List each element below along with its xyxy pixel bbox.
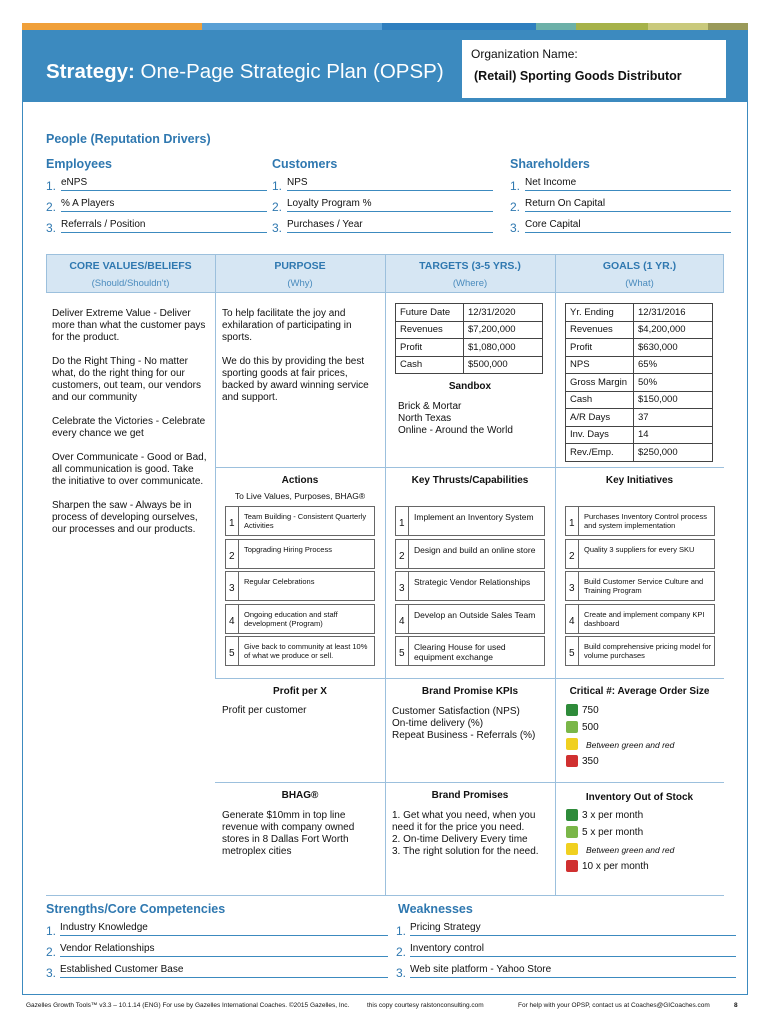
table-label-cell: Profit — [566, 339, 634, 357]
box-text: Create and implement company KPI dashboard — [584, 609, 705, 628]
box-text: Implement an Inventory System — [414, 512, 534, 522]
thrusts-title: Key Thrusts/Capabilities — [411, 475, 529, 486]
table-row — [566, 426, 713, 444]
actions-sub: To Live Values, Purposes, BHAG® — [234, 491, 366, 501]
weaknesses-item-field[interactable]: Pricing Strategy — [410, 922, 736, 936]
item-number: 3. — [46, 966, 57, 980]
box-number: 2 — [399, 550, 405, 562]
weaknesses-item-field[interactable]: Inventory control — [410, 943, 736, 957]
color-bar-segment — [648, 23, 708, 30]
kpi-line: Customer Satisfaction (NPS) — [392, 706, 520, 717]
status-light-icon — [566, 738, 578, 750]
critical-level-label: 500 — [582, 722, 599, 733]
divider — [46, 895, 724, 896]
item-number: 1. — [46, 179, 57, 193]
people-item-field[interactable]: Return On Capital — [525, 198, 731, 212]
table-label-cell: Inv. Days — [566, 426, 634, 444]
action-box[interactable] — [225, 539, 375, 569]
item-number: 2. — [46, 200, 57, 214]
box-number: 5 — [229, 648, 235, 659]
table-value-cell[interactable]: 50% — [634, 374, 713, 392]
table-label-cell: Gross Margin — [566, 374, 634, 392]
table-row — [566, 356, 713, 374]
core-value-item: Deliver Extreme Value - Deliver more than what the customer pays for the product. — [52, 308, 206, 343]
core-value-item: Celebrate the Victories - Celebrate every chance we get — [52, 416, 206, 439]
box-number: 4 — [229, 615, 235, 627]
table-row — [566, 321, 713, 339]
table-label-cell: Rev./Emp. — [566, 444, 634, 462]
box-text: Clearing House for used equipment exchange — [414, 642, 506, 662]
box-number: 4 — [569, 615, 575, 627]
brand-kpis-title: Brand Promise KPIs — [421, 686, 519, 697]
critical-level-label: 5 x per month — [582, 827, 644, 838]
item-number: 1. — [46, 924, 57, 938]
weaknesses-item-field[interactable]: Web site platform - Yahoo Store — [410, 964, 736, 978]
item-number: 1. — [510, 179, 521, 193]
strengths-item-field[interactable]: Vendor Relationships — [60, 943, 388, 957]
box-text: Build Customer Service Culture and Training Program — [584, 577, 704, 595]
initiatives-title: Key Initiatives — [605, 475, 674, 486]
people-column-heading: Shareholders — [510, 157, 590, 171]
table-label-cell: A/R Days — [566, 409, 634, 427]
table-row — [396, 321, 543, 339]
people-section-title: People (Reputation Drivers) — [46, 132, 211, 146]
targets-table — [395, 303, 543, 374]
profit-title: Profit per X — [273, 686, 327, 697]
brand-promises-lines — [392, 810, 552, 858]
people-item-field[interactable]: eNPS — [61, 177, 267, 191]
table-value-cell[interactable]: 12/31/2020 — [464, 304, 543, 322]
table-label-cell: Revenues — [566, 321, 634, 339]
status-light-icon — [566, 755, 578, 767]
box-number: 2 — [229, 550, 235, 562]
color-bar-segment — [708, 23, 748, 30]
status-light-icon — [566, 843, 578, 855]
table-value-cell[interactable]: 12/31/2016 — [634, 304, 713, 322]
actions-title: Actions — [281, 475, 319, 486]
promise-line: 1. Get what you need, when you need it for the price you need. — [392, 810, 536, 833]
strengths-item-field[interactable]: Industry Knowledge — [60, 922, 388, 936]
table-value-cell[interactable]: $4,200,000 — [634, 321, 713, 339]
box-text: Regular Celebrations — [244, 577, 315, 586]
purpose-sub: (Why) — [287, 278, 313, 289]
table-label-cell: Cash — [566, 391, 634, 409]
box-number: 1 — [569, 518, 575, 529]
purpose-text — [222, 308, 378, 404]
color-bar-segment — [536, 23, 576, 30]
core-value-item: Sharpen the saw - Always be in process of developing ourselves, our processes and our products. — [52, 500, 198, 535]
profit-text: Profit per customer — [222, 705, 307, 716]
box-number: 1 — [399, 518, 405, 529]
table-label-cell: Profit — [396, 339, 464, 357]
table-value-cell[interactable]: $250,000 — [634, 444, 713, 462]
footer-mid: this copy courtesy ralstonconsulting.com — [367, 1002, 484, 1009]
critical-level-label: 750 — [582, 705, 599, 716]
item-number: 3. — [510, 221, 521, 235]
item-number: 2. — [46, 945, 57, 959]
divider — [215, 782, 724, 783]
organization-label: Organization Name: — [471, 47, 578, 61]
table-row — [566, 374, 713, 392]
table-row — [566, 444, 713, 462]
item-number: 2. — [396, 945, 407, 959]
table-label-cell: NPS — [566, 356, 634, 374]
box-number: 1 — [229, 518, 235, 529]
bhag-text: Generate $10mm in top line revenue with company owned stores in 8 Dallas Fort Worth metroplex cities — [222, 810, 355, 857]
status-light-icon — [566, 826, 578, 838]
table-value-cell[interactable]: $1,080,000 — [464, 339, 543, 357]
core-values-heading: CORE VALUES/BELIEFS — [69, 260, 192, 272]
item-number: 2. — [510, 200, 521, 214]
strengths-item-field[interactable]: Established Customer Base — [60, 964, 388, 978]
color-bar-segment — [22, 23, 202, 30]
promise-line: 3. The right solution for the need. — [392, 846, 539, 857]
footer-left: Gazelles Growth Tools™ v3.3 – 10.1.14 (ENG) For use by Gazelles International Coaches. ©2015 Gazelles, Inc. — [26, 1002, 350, 1009]
weaknesses-title: Weaknesses — [398, 902, 473, 916]
table-label-cell: Future Date — [396, 304, 464, 322]
table-row — [566, 304, 713, 322]
table-row — [566, 391, 713, 409]
status-light-icon — [566, 721, 578, 733]
table-label-cell: Yr. Ending — [566, 304, 634, 322]
item-number: 1. — [272, 179, 283, 193]
targets-heading: TARGETS (3-5 YRS.) — [419, 260, 521, 272]
initiative-box[interactable] — [565, 539, 715, 569]
box-number: 3 — [569, 583, 575, 594]
critical-level-label: 10 x per month — [582, 861, 649, 872]
footer-right: For help with your OPSP, contact us at Coaches@GICoaches.com — [518, 1002, 710, 1009]
people-item-field[interactable]: Core Capital — [525, 219, 731, 233]
people-item-field[interactable]: % A Players — [61, 198, 267, 212]
box-text: Ongoing education and staff development (Program) — [244, 609, 338, 628]
box-text: Topgrading Hiring Process — [244, 544, 332, 554]
critical-level-label: 350 — [582, 756, 599, 767]
color-bar-segment — [576, 23, 648, 30]
purpose-item: To help facilitate the joy and exhilaration of participating in sports. — [222, 308, 352, 343]
critical-level-label: Between green and red — [586, 740, 675, 750]
page-title — [46, 60, 444, 84]
item-number: 3. — [46, 221, 57, 235]
core-value-item: Over Communicate - Good or Bad, all communication is good. Take the initiative to over communicate. — [52, 452, 207, 487]
people-item-field[interactable]: Net Income — [525, 177, 731, 191]
purpose-item: We do this by providing the best sporting goods at fair prices, backed by award winning service and support. — [222, 356, 369, 403]
action-box[interactable] — [225, 571, 375, 601]
box-text: Quality 3 suppliers for every SKU — [584, 544, 695, 554]
box-text: Develop an Outside Sales Team — [414, 609, 536, 620]
people-item-field[interactable]: Loyalty Program % — [287, 198, 493, 212]
table-value-cell[interactable]: 65% — [634, 356, 713, 374]
color-bar-segment — [202, 23, 382, 30]
sandbox-line: Online - Around the World — [398, 425, 513, 436]
goals-table — [565, 303, 713, 462]
core-values-list — [52, 308, 207, 536]
table-value-cell[interactable]: 14 — [634, 426, 713, 444]
critical-level-label: Between green and red — [586, 845, 675, 855]
table-value-cell[interactable]: $630,000 — [634, 339, 713, 357]
brand-promises-title: Brand Promises — [431, 790, 509, 801]
goals-sub: (What) — [625, 278, 654, 289]
bhag-title: BHAG® — [281, 790, 319, 801]
divider — [215, 467, 724, 468]
table-label-cell: Cash — [396, 356, 464, 374]
kpi-line: Repeat Business - Referrals (%) — [392, 730, 536, 741]
item-number: 1. — [396, 924, 407, 938]
strengths-title: Strengths/Core Competencies — [46, 902, 226, 916]
table-value-cell[interactable]: $7,200,000 — [464, 321, 543, 339]
sandbox-title: Sandbox — [448, 381, 492, 392]
brand-kpis-lines — [392, 706, 535, 742]
table-row — [566, 339, 713, 357]
table-row — [396, 339, 543, 357]
sandbox-line: Brick & Mortar — [398, 401, 462, 412]
divider — [215, 678, 724, 679]
critical-1-title: Critical #: Average Order Size — [569, 686, 710, 697]
people-item-field[interactable]: Purchases / Year — [287, 219, 493, 233]
goals-heading: GOALS (1 YR.) — [602, 260, 677, 272]
item-number: 3. — [396, 966, 407, 980]
people-column-heading: Customers — [272, 157, 338, 171]
organization-name-field[interactable]: (Retail) Sporting Goods Distributor — [474, 69, 682, 83]
header-color-bar — [22, 23, 748, 30]
item-number: 2. — [272, 200, 283, 214]
table-value-cell[interactable]: $500,000 — [464, 356, 543, 374]
core-value-item: Do the Right Thing - No matter what, do the right thing for our customers, out team, our vendors and our community — [52, 356, 201, 403]
people-item-field[interactable]: NPS — [287, 177, 493, 191]
table-value-cell[interactable]: $150,000 — [634, 391, 713, 409]
box-text: Team Building - Consistent Quarterly Activities — [244, 512, 367, 530]
sandbox-lines — [398, 401, 513, 437]
critical-level-label: 3 x per month — [582, 810, 644, 821]
sandbox-line: North Texas — [398, 413, 452, 424]
box-text: Purchases Inventory Control process and system implementation — [584, 512, 707, 530]
targets-sub: (Where) — [452, 278, 488, 289]
box-number: 5 — [399, 648, 405, 659]
box-text: Give back to community at least 10% of what we produce or sell. — [244, 642, 368, 660]
table-row — [396, 304, 543, 322]
box-number: 2 — [569, 550, 575, 562]
box-text: Design and build an online store — [414, 544, 536, 555]
people-item-field[interactable]: Referrals / Position — [61, 219, 267, 233]
purpose-heading: PURPOSE — [274, 260, 326, 272]
title-rest: One-Page Strategic Plan (OPSP) — [134, 60, 444, 83]
promise-line: 2. On-time Delivery Every time — [392, 834, 528, 845]
box-text: Build comprehensive pricing model for volume purchases — [584, 642, 712, 660]
box-number: 3 — [399, 583, 405, 594]
table-row — [566, 409, 713, 427]
divider — [215, 254, 216, 678]
people-column-heading: Employees — [46, 157, 113, 171]
table-row — [396, 356, 543, 374]
box-number: 3 — [229, 583, 235, 594]
color-bar-segment — [382, 23, 536, 30]
status-light-icon — [566, 809, 578, 821]
title-bold: Strategy: — [46, 60, 135, 83]
status-light-icon — [566, 704, 578, 716]
core-values-sub: (Should/Shouldn't) — [91, 278, 170, 289]
box-number: 5 — [569, 648, 575, 659]
box-text: Strategic Vendor Relationships — [414, 577, 531, 587]
kpi-line: On-time delivery (%) — [392, 718, 484, 729]
page-number: 8 — [734, 1002, 738, 1009]
table-label-cell: Revenues — [396, 321, 464, 339]
status-light-icon — [566, 860, 578, 872]
table-value-cell[interactable]: 37 — [634, 409, 713, 427]
item-number: 3. — [272, 221, 283, 235]
critical-2-title: Inventory Out of Stock — [585, 792, 694, 803]
box-number: 4 — [399, 615, 405, 627]
